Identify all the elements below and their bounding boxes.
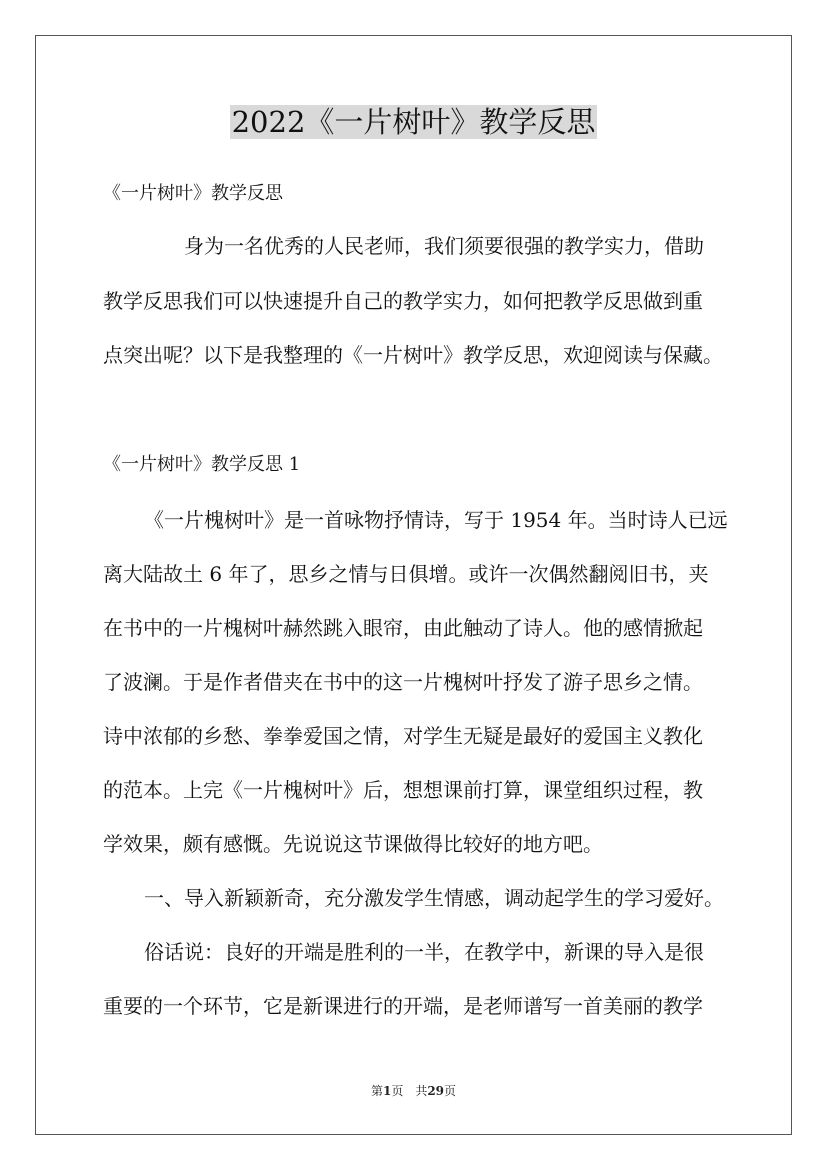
body-line-10: 重要的一个环节，它是新课进行的开端，是老师谱写一首美丽的教学	[103, 994, 703, 1018]
footer-suffix: 页	[444, 1084, 457, 1098]
intro-line-1: 身为一名优秀的人民老师，我们须要很强的教学实力，借助	[184, 234, 704, 258]
document-subtitle: 《一片树叶》教学反思	[103, 183, 283, 204]
body-line-9: 俗话说：良好的开端是胜利的一半，在教学中，新课的导入是很	[144, 940, 704, 964]
footer-prefix: 第	[370, 1084, 383, 1098]
body-line-5: 诗中浓郁的乡愁、拳拳爱国之情，对学生无疑是最好的爱国主义教化	[103, 724, 703, 748]
intro-line-3: 点突出呢？以下是我整理的《一片树叶》教学反思，欢迎阅读与保藏。	[103, 343, 723, 367]
intro-line-2: 教学反思我们可以快速提升自己的教学实力，如何把教学反思做到重	[103, 289, 703, 313]
section-heading: 《一片树叶》教学反思 1	[103, 454, 301, 475]
body-line-2: 离大陆故土 6 年了，思乡之情与日俱增。或许一次偶然翻阅旧书，夹	[103, 562, 709, 586]
body-line-1: 《一片槐树叶》是一首咏物抒情诗，写于 1954 年。当时诗人已远	[144, 508, 728, 532]
footer-current-page: 1	[382, 1084, 392, 1098]
footer-total-pages: 29	[427, 1084, 445, 1098]
body-line-6: 的范本。上完《一片槐树叶》后，想想课前打算，课堂组织过程，教	[103, 778, 703, 802]
page-footer	[0, 1082, 827, 1100]
document-title	[0, 100, 827, 144]
body-line-3: 在书中的一片槐树叶赫然跳入眼帘，由此触动了诗人。他的感情掀起	[103, 616, 703, 640]
document-title-text: 2022《一片树叶》教学反思	[231, 105, 596, 139]
body-line-7: 学效果，颇有感慨。先说说这节课做得比较好的地方吧。	[103, 832, 603, 856]
body-line-4: 了波澜。于是作者借夹在书中的这一片槐树叶抒发了游子思乡之情。	[103, 670, 703, 694]
body-line-8: 一、导入新颖新奇，充分激发学生情感，调动起学生的学习爱好。	[144, 886, 724, 910]
footer-middle: 页 共	[391, 1084, 428, 1098]
